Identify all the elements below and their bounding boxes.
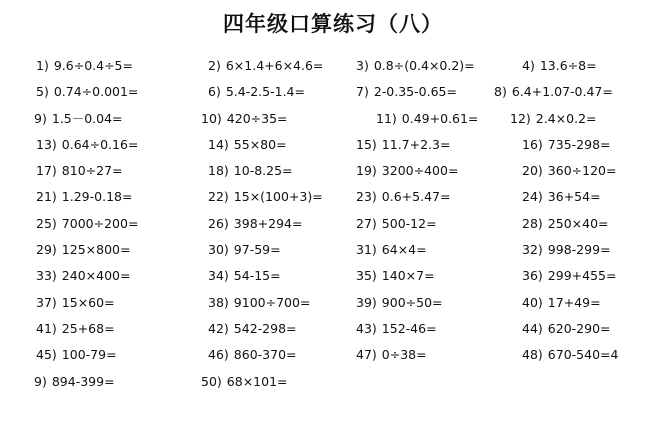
problem-number: 17) [36, 163, 57, 179]
problem-expression: 894-399= [51, 373, 115, 389]
problem-expression: 152-46= [381, 320, 437, 336]
problem-number: 16) [522, 136, 543, 152]
problem-expression: 15×60= [61, 294, 115, 310]
problem-row [0, 215, 666, 241]
problem-expression: 1.29-0.18= [61, 189, 133, 205]
problem-expression: 9.6÷0.4÷5= [53, 58, 133, 73]
problem-number: 1) [36, 58, 49, 73]
problem-item [208, 320, 297, 338]
problem-expression: 54-15= [233, 268, 281, 284]
problem-expression: 998-299= [547, 242, 611, 258]
problem-item [356, 83, 457, 101]
problem-item [522, 136, 611, 154]
problem-row [0, 110, 666, 136]
problem-item [36, 267, 130, 285]
problem-item [36, 320, 115, 338]
problem-item [494, 83, 613, 101]
problem-item [522, 320, 611, 338]
problem-expression: 68×101= [226, 373, 288, 389]
problem-expression: 240×400= [61, 268, 131, 284]
problem-number: 7) [356, 84, 369, 100]
problem-number: 26) [208, 215, 229, 231]
problem-item [376, 110, 478, 128]
problem-item [208, 83, 305, 101]
problem-number: 22) [208, 189, 229, 205]
problem-number: 8) [494, 84, 507, 100]
problem-number: 34) [208, 268, 229, 284]
problem-number: 24) [522, 189, 543, 205]
problem-row [0, 346, 666, 372]
problem-expression: 11.7+2.3= [381, 136, 451, 152]
problem-number: 30) [208, 242, 229, 258]
problem-expression: 0.74÷0.001= [53, 84, 139, 100]
problem-item [522, 267, 616, 285]
problem-number: 19) [356, 163, 377, 179]
problem-expression: 299+455= [547, 268, 617, 284]
problem-expression: 5.4-2.5-1.4= [225, 84, 305, 100]
problem-row [0, 83, 666, 109]
problem-expression: 735-298= [547, 136, 611, 152]
problem-number: 46) [208, 347, 229, 363]
problem-number: 31) [356, 242, 377, 258]
problem-item [522, 294, 601, 312]
problem-item [208, 215, 302, 233]
problem-number: 14) [208, 136, 229, 152]
problem-expression: 620-290= [547, 320, 611, 336]
problem-number: 5) [36, 84, 49, 100]
problem-number: 45) [36, 347, 57, 363]
problem-expression: 900÷50= [381, 294, 443, 310]
problem-expression: 0.8÷(0.4×0.2)= [373, 58, 475, 73]
problem-expression: 15×(100+3)= [233, 189, 323, 205]
problem-expression: 140×7= [381, 268, 435, 284]
worksheet [0, 57, 666, 399]
problem-expression: 17+49= [547, 294, 601, 310]
problem-item [356, 241, 427, 259]
problem-expression: 860-370= [233, 347, 297, 363]
problem-number: 20) [522, 163, 543, 179]
problem-number: 6) [208, 84, 221, 100]
problem-number: 42) [208, 320, 229, 336]
problem-row [0, 162, 666, 188]
problem-expression: 420÷35= [226, 110, 288, 126]
problem-number: 41) [36, 320, 57, 336]
problem-row [0, 136, 666, 162]
problem-expression: 542-298= [233, 320, 297, 336]
problem-row [0, 241, 666, 267]
problem-number: 27) [356, 215, 377, 231]
problem-item [208, 188, 323, 206]
problem-number: 10) [201, 110, 222, 126]
problem-number: 48) [522, 347, 543, 363]
problem-number: 25) [36, 215, 57, 231]
problem-expression: 64×4= [381, 242, 427, 258]
problem-row [0, 188, 666, 214]
problem-expression: 125×800= [61, 242, 131, 258]
problem-expression: 360÷120= [547, 163, 617, 179]
problem-number: 36) [522, 268, 543, 284]
problem-item [36, 83, 138, 101]
problem-expression: 1.5－0.04= [51, 110, 123, 126]
problem-number: 23) [356, 189, 377, 205]
problem-expression: 6.4+1.07-0.47= [511, 84, 613, 100]
problem-expression: 810÷27= [61, 163, 123, 179]
problem-item [356, 136, 450, 154]
problem-item [356, 346, 427, 364]
problem-item [36, 136, 138, 154]
problem-item [356, 57, 475, 75]
problem-expression: 3200÷400= [381, 163, 459, 179]
problem-expression: 0.49+0.61= [401, 110, 479, 126]
problem-expression: 10-8.25= [233, 163, 293, 179]
problem-number: 38) [208, 294, 229, 310]
problem-expression: 55×80= [233, 136, 287, 152]
problem-number: 2) [208, 58, 221, 73]
problem-item [356, 267, 435, 285]
problem-item [208, 294, 310, 312]
problem-expression: 0÷38= [381, 347, 427, 363]
problem-item [201, 373, 288, 391]
problem-expression: 25+68= [61, 320, 115, 336]
problem-number: 28) [522, 215, 543, 231]
problem-item [208, 136, 287, 154]
problem-item [201, 110, 288, 128]
problem-item [522, 188, 601, 206]
problem-number: 50) [201, 373, 222, 389]
problem-number: 3) [356, 58, 369, 73]
problem-expression: 13.6÷8= [539, 58, 597, 73]
problem-number: 4) [522, 58, 535, 73]
problem-number: 11) [376, 110, 397, 126]
problem-expression: 2-0.35-0.65= [373, 84, 457, 100]
problem-item [208, 346, 297, 364]
problem-expression: 7000÷200= [61, 215, 139, 231]
problem-item [522, 162, 616, 180]
problem-row [0, 294, 666, 320]
problem-item [36, 215, 138, 233]
problem-number: 32) [522, 242, 543, 258]
problem-expression: 36+54= [547, 189, 601, 205]
problem-number: 37) [36, 294, 57, 310]
problem-expression: 250×40= [547, 215, 609, 231]
problem-number: 12) [510, 110, 531, 126]
problem-item [356, 162, 458, 180]
problem-item [356, 320, 437, 338]
problem-expression: 670-540=4 [547, 347, 619, 363]
problem-number: 9) [34, 373, 47, 389]
problem-item [34, 110, 123, 128]
problem-number: 15) [356, 136, 377, 152]
problem-item [36, 57, 133, 75]
problem-number: 40) [522, 294, 543, 310]
problem-item [208, 267, 281, 285]
problem-item [522, 346, 618, 364]
problem-item [522, 57, 597, 75]
problem-number: 35) [356, 268, 377, 284]
problem-item [356, 215, 437, 233]
problem-item [510, 110, 597, 128]
problem-item [522, 241, 611, 259]
problem-number: 18) [208, 163, 229, 179]
problem-item [34, 373, 115, 391]
problem-item [522, 215, 609, 233]
problem-row [0, 57, 666, 83]
problem-expression: 9100÷700= [233, 294, 311, 310]
problem-item [356, 188, 450, 206]
problem-number: 9) [34, 110, 47, 126]
problem-item [208, 162, 293, 180]
problem-expression: 100-79= [61, 347, 117, 363]
problem-expression: 398+294= [233, 215, 303, 231]
problem-item [36, 294, 115, 312]
problem-row [0, 320, 666, 346]
problem-expression: 500-12= [381, 215, 437, 231]
problem-number: 33) [36, 268, 57, 284]
problem-row [0, 373, 666, 399]
problem-item [208, 57, 323, 75]
problem-row [0, 267, 666, 293]
problem-expression: 0.6+5.47= [381, 189, 451, 205]
problem-expression: 6×1.4+6×4.6= [225, 58, 324, 73]
problem-number: 29) [36, 242, 57, 258]
problem-item [208, 241, 281, 259]
problem-number: 43) [356, 320, 377, 336]
problem-item [36, 346, 117, 364]
problem-expression: 2.4×0.2= [535, 110, 597, 126]
problem-number: 44) [522, 320, 543, 336]
problem-number: 13) [36, 136, 57, 152]
problem-number: 21) [36, 189, 57, 205]
problem-item [36, 241, 130, 259]
problem-item [356, 294, 443, 312]
problem-item [36, 162, 123, 180]
problem-expression: 0.64÷0.16= [61, 136, 139, 152]
problem-number: 39) [356, 294, 377, 310]
page-title: 四年级口算练习（八） [223, 11, 443, 36]
problem-number: 47) [356, 347, 377, 363]
problem-item [36, 188, 132, 206]
problem-expression: 97-59= [233, 242, 281, 258]
